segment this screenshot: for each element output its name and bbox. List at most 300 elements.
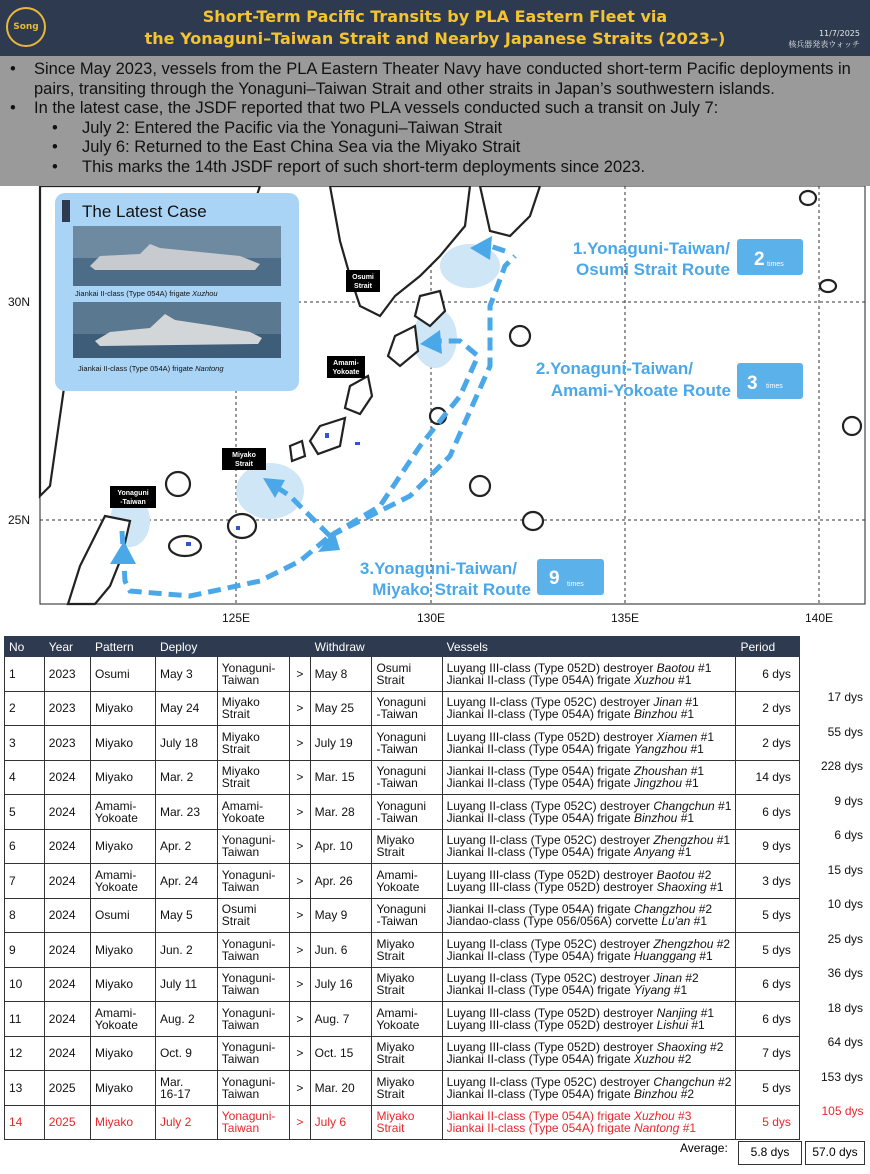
vessel-part: #1 [677, 707, 695, 722]
miyako-label-l2: Strait [235, 461, 253, 468]
vessel-part: Baotou [656, 867, 695, 882]
islet-4 [800, 191, 816, 205]
daito-1 [470, 476, 490, 496]
vessel-part: Jiankai II-class (Type 054A) frigate [446, 1109, 634, 1124]
row-arrow: > [290, 1002, 311, 1037]
table-row [5, 657, 866, 692]
average-interval: 57.0 dys [805, 1141, 865, 1165]
col-pattern: Pattern [90, 637, 155, 657]
route-2-line2: Amami-Yokoate Route [550, 381, 731, 400]
row-interval: 15 dys [827, 862, 863, 877]
route-3-line1: 3.Yonaguni-Taiwan/ [359, 559, 517, 578]
blue-islet [325, 433, 329, 438]
row-period: 5 dys [736, 1105, 799, 1140]
row-interval: 55 dys [827, 724, 863, 739]
vessel-part: Lishui [656, 1017, 689, 1032]
row-withdraw-strait: Yonaguni -Taiwan [372, 795, 442, 830]
table-row [5, 726, 866, 761]
vessel-part: Zhengzhou [653, 833, 714, 848]
vessel-part: Luyang II-class (Type 052C) destroyer [446, 971, 654, 986]
table-row [5, 760, 866, 795]
vessel-part: Yangzhou [633, 741, 688, 756]
row-withdraw: Mar. 20 [310, 1071, 372, 1106]
vessel-part: #1 [697, 1005, 715, 1020]
row-interval [799, 657, 865, 692]
row-deploy: Aug. 2 [155, 1002, 217, 1037]
row-period: 9 dys [736, 829, 799, 864]
header-meta [788, 28, 860, 50]
osumi-zone [440, 244, 500, 288]
row-withdraw-strait: Osumi Strait [372, 657, 442, 692]
sub-bullet-1: • July 2: Entered the Pacific via the Yonaguni–Taiwan Strait [8, 119, 862, 139]
vessel-part: Changchun [653, 1074, 715, 1089]
row-deploy-strait: Amami- Yokoate [217, 795, 289, 830]
row-vessels [442, 760, 736, 795]
average-period: 5.8 dys [738, 1141, 802, 1165]
row-pattern: Miyako [90, 933, 155, 968]
row-arrow: > [290, 657, 311, 692]
vessel-part: #2 [713, 936, 731, 951]
photo2-caption-name: Nantong [195, 364, 224, 373]
row-withdraw-strait: Miyako Strait [372, 1071, 442, 1106]
bullet-2: • In the latest case, the JSDF reported that two PLA vessels conducted such a transit on July 7: [8, 99, 862, 119]
row-deploy-strait: Yonaguni- Taiwan [217, 1071, 289, 1106]
vessel-line [447, 674, 732, 686]
vessel-part: Luyang III-class (Type 052D) destroyer [446, 1005, 657, 1020]
vessel-part: Jiandao-class (Type 056/056A) corvette [446, 914, 662, 929]
vessel-part: Luyang II-class (Type 052C) destroyer [446, 1074, 654, 1089]
row-no: 9 [5, 933, 45, 968]
row-deploy: Mar. 16-17 [155, 1071, 217, 1106]
kerama [290, 441, 305, 461]
vessel-part: #2 [682, 971, 699, 986]
vessel-part: #1 [674, 672, 692, 687]
vessel-part: Jinan [653, 695, 683, 710]
vessel-part: Luyang III-class (Type 052D) destroyer [446, 867, 657, 882]
vessel-part: Luyang II-class (Type 052C) destroyer [446, 695, 654, 710]
vessel-part: Lu'an [661, 914, 691, 929]
row-period: 7 dys [736, 1036, 799, 1071]
row-withdraw: Mar. 28 [310, 795, 372, 830]
row-arrow: > [290, 933, 311, 968]
vessel-part: #2 [677, 1086, 695, 1101]
row-withdraw: Jun. 6 [310, 933, 372, 968]
vessel-part: Nanjing [656, 1005, 698, 1020]
row-period: 6 dys [736, 657, 799, 692]
row-year: 2023 [44, 691, 90, 726]
panel-accent [62, 200, 70, 222]
vessel-part: #1 [694, 660, 712, 675]
row-period: 6 dys [736, 1002, 799, 1037]
row-pattern: Miyako [90, 829, 155, 864]
vessel-line [447, 915, 732, 927]
route-3-unit: times [567, 581, 584, 588]
table-header [5, 637, 866, 657]
date: 11/7/2025 [818, 29, 860, 38]
row-withdraw: Apr. 10 [310, 829, 372, 864]
vessel-part: Luyang III-class (Type 052D) destroyer [446, 729, 657, 744]
vessel-part: Shaoxing [656, 1040, 707, 1055]
row-withdraw-strait: Miyako Strait [372, 1105, 442, 1140]
vessel-part: #3 [674, 1109, 692, 1124]
row-withdraw-strait: Miyako Strait [372, 1036, 442, 1071]
blue-islet [236, 526, 240, 530]
vessel-part: Jiankai II-class (Type 054A) frigate [446, 707, 634, 722]
row-interval: 6 dys [834, 828, 863, 842]
vessel-part: #1 [690, 914, 708, 929]
row-pattern: Miyako [90, 1071, 155, 1106]
vessel-line [447, 1122, 732, 1134]
row-no: 11 [5, 1002, 45, 1037]
row-vessels [442, 691, 736, 726]
row-no: 10 [5, 967, 45, 1002]
row-pattern: Miyako [90, 726, 155, 761]
vessel-part: Jinan [653, 971, 683, 986]
vessel-part: Baotou [656, 660, 695, 675]
vessel-part: Shaoxing [656, 879, 707, 894]
row-year: 2024 [44, 933, 90, 968]
vessel-part: #1 [682, 776, 699, 791]
row-deploy-strait: Miyako Strait [217, 726, 289, 761]
row-arrow: > [290, 829, 311, 864]
row-no: 8 [5, 898, 45, 933]
photo2-caption-prefix: Jiankai II-class (Type 054A) frigate [78, 364, 196, 373]
table-row [5, 967, 866, 1002]
row-deploy: Mar. 2 [155, 760, 217, 795]
row-vessels [442, 795, 736, 830]
lon-label-130e: 130E [416, 611, 446, 625]
row-year: 2024 [44, 864, 90, 899]
osumi-label-l2: Strait [354, 283, 372, 290]
col-interval [799, 637, 865, 657]
blue-islet [355, 442, 360, 445]
header [0, 0, 870, 56]
vessel-line [447, 1053, 732, 1065]
table-row [5, 1105, 866, 1140]
row-pattern: Amami- Yokoate [90, 795, 155, 830]
average-label: Average: [680, 1141, 728, 1155]
row-period: 2 dys [736, 726, 799, 761]
row-interval: 10 dys [827, 897, 863, 911]
row-year: 2024 [44, 795, 90, 830]
col-deploy: Deploy [155, 637, 217, 657]
photo2-caption [78, 364, 224, 373]
islet-1 [510, 326, 530, 346]
row-deploy-strait: Yonaguni- Taiwan [217, 1105, 289, 1140]
row-deploy-strait: Miyako Strait [217, 691, 289, 726]
row-withdraw-strait: Amami- Yokoate [372, 1002, 442, 1037]
row-year: 2023 [44, 657, 90, 692]
row-withdraw-strait: Miyako Strait [372, 933, 442, 968]
row-year: 2024 [44, 829, 90, 864]
row-pattern: Miyako [90, 1105, 155, 1140]
vessel-line [447, 708, 732, 720]
deployments-table [4, 636, 866, 1140]
row-deploy: Apr. 2 [155, 829, 217, 864]
vessel-part: Nantong [633, 1121, 680, 1136]
row-year: 2024 [44, 760, 90, 795]
table-row [5, 691, 866, 726]
row-pattern: Osumi [90, 657, 155, 692]
vessel-part: Binzhou [633, 707, 678, 722]
miyako-zone [236, 463, 304, 519]
latest-case-title: The Latest Case [82, 202, 207, 221]
row-withdraw: Oct. 15 [310, 1036, 372, 1071]
row-arrow: > [290, 1105, 311, 1140]
vessel-part: Changchun [653, 798, 715, 813]
route-2-count: 3 [747, 373, 758, 394]
row-year: 2024 [44, 898, 90, 933]
row-arrow: > [290, 967, 311, 1002]
row-period: 3 dys [736, 864, 799, 899]
row-withdraw: Apr. 26 [310, 864, 372, 899]
vessel-part: Luyang III-class (Type 052D) destroyer [446, 1040, 657, 1055]
row-deploy: May 5 [155, 898, 217, 933]
vessel-part: Luyang II-class (Type 052C) destroyer [446, 936, 654, 951]
row-pattern: Amami- Yokoate [90, 1002, 155, 1037]
col-withdraw: Withdraw [310, 637, 372, 657]
row-pattern: Miyako [90, 967, 155, 1002]
table-row [5, 898, 866, 933]
vessel-part: Binzhou [633, 810, 678, 825]
row-deploy: Apr. 24 [155, 864, 217, 899]
row-interval: 105 dys [821, 1104, 864, 1118]
bullet-1: • Since May 2023, vessels from the PLA Eastern Theater Navy have conducted short-term Pacific deployments in pairs, transiting through the Yonaguni–Taiwan Strait and other straits in Japan’s southwestern islands. [8, 60, 862, 99]
col-vessels: Vessels [442, 637, 736, 657]
photo1-caption-prefix: Jiankai II-class (Type 054A) frigate [75, 289, 193, 298]
table-row [5, 933, 866, 968]
row-deploy-strait: Miyako Strait [217, 760, 289, 795]
row-no: 14 [5, 1105, 45, 1140]
col-withdraw-strait [372, 637, 442, 657]
row-no: 1 [5, 657, 45, 692]
row-year: 2024 [44, 1002, 90, 1037]
vessel-part: #1 [688, 1017, 705, 1032]
vessel-line [447, 1019, 732, 1031]
photo1-caption-name: Xuzhou [192, 289, 218, 298]
route-1-count: 2 [754, 249, 765, 270]
row-withdraw-strait: Miyako Strait [372, 967, 442, 1002]
route-1-line1: 1.Yonaguni-Taiwan/ [572, 239, 730, 258]
vessel-part: #1 [679, 1121, 697, 1136]
row-vessels [442, 967, 736, 1002]
row-arrow: > [290, 760, 311, 795]
row-period: 6 dys [736, 967, 799, 1002]
row-deploy-strait: Yonaguni- Taiwan [217, 829, 289, 864]
row-withdraw: May 9 [310, 898, 372, 933]
vessel-part: Yiyang [633, 983, 671, 998]
col-no: No [5, 637, 45, 657]
vessel-line [447, 984, 732, 996]
vessel-part: Jiankai II-class (Type 054A) frigate [446, 983, 634, 998]
vessel-part: #2 [695, 902, 713, 917]
row-vessels [442, 1105, 736, 1140]
table-row [5, 1002, 866, 1037]
vessel-part: Jiankai II-class (Type 054A) frigate [446, 672, 634, 687]
table-body [5, 657, 866, 1140]
vessel-line [447, 812, 732, 824]
vessel-part: #1 [682, 695, 699, 710]
row-withdraw: May 8 [310, 657, 372, 692]
vessel-part: Binzhou [633, 1086, 678, 1101]
row-vessels [442, 726, 736, 761]
row-vessels [442, 933, 736, 968]
lon-label-135e: 135E [610, 611, 640, 625]
col-period: Period [736, 637, 799, 657]
row-no: 7 [5, 864, 45, 899]
row-withdraw: May 25 [310, 691, 372, 726]
vessel-line [447, 777, 732, 789]
photo1-caption [75, 289, 218, 298]
row-period: 14 dys [736, 760, 799, 795]
vessel-part: Xuzhou [633, 672, 675, 687]
row-withdraw: July 19 [310, 726, 372, 761]
ishigaki [169, 536, 201, 556]
vessel-part: #1 [687, 764, 705, 779]
row-interval: 18 dys [827, 1000, 863, 1015]
route-1-badge [737, 239, 803, 275]
vessel-part: #1 [697, 729, 715, 744]
row-deploy: Mar. 23 [155, 795, 217, 830]
row-withdraw: July 6 [310, 1105, 372, 1140]
yonaguni-label-l1: Yonaguni [117, 490, 149, 497]
row-withdraw: Mar. 15 [310, 760, 372, 795]
row-arrow: > [290, 691, 311, 726]
vessel-part: Jiankai II-class (Type 054A) frigate [446, 1086, 634, 1101]
miyako-island [228, 514, 256, 538]
row-deploy: July 18 [155, 726, 217, 761]
row-vessels [442, 898, 736, 933]
row-period: 5 dys [736, 898, 799, 933]
row-no: 2 [5, 691, 45, 726]
sub-bullet-3: • This marks the 14th JSDF report of such short-term deployments since 2023. [8, 158, 862, 178]
row-interval: 153 dys [820, 1069, 863, 1084]
row-withdraw-strait: Yonaguni -Taiwan [372, 726, 442, 761]
vessel-part: Huanggang [633, 948, 697, 963]
row-vessels [442, 1002, 736, 1037]
row-interval: 9 dys [834, 793, 863, 808]
page-title [120, 6, 750, 50]
lat-label-25n: 25N [8, 513, 31, 527]
vessel-part: #2 [706, 1040, 724, 1055]
row-withdraw: Aug. 7 [310, 1002, 372, 1037]
vessel-part: Anyang [633, 845, 675, 860]
row-period: 6 dys [736, 795, 799, 830]
vessel-part: Jiankai II-class (Type 054A) frigate [446, 764, 634, 779]
sub-bullet-2: • July 6: Returned to the East China Sea via the Miyako Strait [8, 138, 862, 158]
senkaku [166, 472, 190, 496]
row-deploy-strait: Yonaguni- Taiwan [217, 933, 289, 968]
row-arrow: > [290, 726, 311, 761]
amami-label-l2: Yokoate [332, 369, 360, 376]
table-row [5, 795, 866, 830]
row-deploy: May 3 [155, 657, 217, 692]
row-deploy: May 24 [155, 691, 217, 726]
vessel-part: Luyang II-class (Type 052C) destroyer [446, 798, 654, 813]
row-year: 2023 [44, 726, 90, 761]
row-vessels [442, 864, 736, 899]
row-arrow: > [290, 898, 311, 933]
row-no: 12 [5, 1036, 45, 1071]
row-vessels [442, 1071, 736, 1106]
vessel-part: Jiankai II-class (Type 054A) frigate [446, 1052, 634, 1067]
row-no: 6 [5, 829, 45, 864]
vessel-part: Jiankai II-class (Type 054A) frigate [446, 948, 634, 963]
col-arrow [290, 637, 311, 657]
vessel-part: Zhoushan [633, 764, 688, 779]
row-deploy-strait: Yonaguni- Taiwan [217, 864, 289, 899]
vessel-part: Jiankai II-class (Type 054A) frigate [446, 902, 634, 917]
row-vessels [442, 829, 736, 864]
vessel-part: #1 [706, 879, 724, 894]
vessel-line [447, 881, 732, 893]
route-3-line2: Miyako Strait Route [372, 580, 531, 599]
row-deploy-strait: Yonaguni- Taiwan [217, 967, 289, 1002]
row-pattern: Miyako [90, 1036, 155, 1071]
table-row [5, 829, 866, 864]
col-deploy-strait [217, 637, 289, 657]
row-arrow: > [290, 1036, 311, 1071]
row-pattern: Osumi [90, 898, 155, 933]
row-no: 5 [5, 795, 45, 830]
vessel-part: Zhengzhou [653, 936, 714, 951]
row-year: 2025 [44, 1071, 90, 1106]
blue-islet [186, 542, 191, 546]
route-3-count: 9 [549, 568, 560, 589]
logo: Song [6, 7, 46, 47]
vessel-part: #2 [714, 1074, 732, 1089]
row-deploy: July 11 [155, 967, 217, 1002]
vessel-line [447, 743, 732, 755]
route-3-badge [537, 559, 604, 595]
row-deploy: July 2 [155, 1105, 217, 1140]
row-period: 2 dys [736, 691, 799, 726]
row-vessels [442, 1036, 736, 1071]
vessel-line [447, 950, 732, 962]
lon-label-140e: 140E [804, 611, 834, 625]
row-year: 2024 [44, 967, 90, 1002]
route-2-line1: 2.Yonaguni-Taiwan/ [535, 359, 693, 378]
route-2-unit: times [766, 383, 783, 390]
row-deploy: Oct. 9 [155, 1036, 217, 1071]
vessel-part: Jingzhou [633, 776, 683, 791]
row-vessels [442, 657, 736, 692]
row-arrow: > [290, 1071, 311, 1106]
row-withdraw: July 16 [310, 967, 372, 1002]
row-interval: 228 dys [820, 759, 863, 773]
vessel-line [447, 846, 732, 858]
vessel-part: Jiankai II-class (Type 054A) frigate [446, 810, 634, 825]
vessel-part: #1 [687, 741, 704, 756]
title-line-1: Short-Term Pacific Transits by PLA Eastern Fleet via [202, 7, 668, 26]
vessel-part: Xuzhou [633, 1109, 675, 1124]
vessel-part: Luyang III-class (Type 052D) destroyer [446, 879, 657, 894]
row-arrow: > [290, 864, 311, 899]
islet-2 [843, 417, 861, 435]
row-pattern: Miyako [90, 691, 155, 726]
vessel-part: #1 [677, 810, 695, 825]
vessel-part: Jiankai II-class (Type 054A) frigate [446, 1121, 634, 1136]
row-no: 13 [5, 1071, 45, 1106]
lon-label-125e: 125E [221, 611, 251, 625]
row-period: 5 dys [736, 1071, 799, 1106]
row-no: 3 [5, 726, 45, 761]
row-withdraw-strait: Yonaguni -Taiwan [372, 760, 442, 795]
col-year: Year [44, 637, 90, 657]
title-line-2: the Yonaguni–Taiwan Strait and Nearby Japanese Straits (2023–) [144, 29, 726, 48]
vessel-part: Luyang III-class (Type 052D) destroyer [446, 1017, 657, 1032]
row-pattern: Miyako [90, 760, 155, 795]
